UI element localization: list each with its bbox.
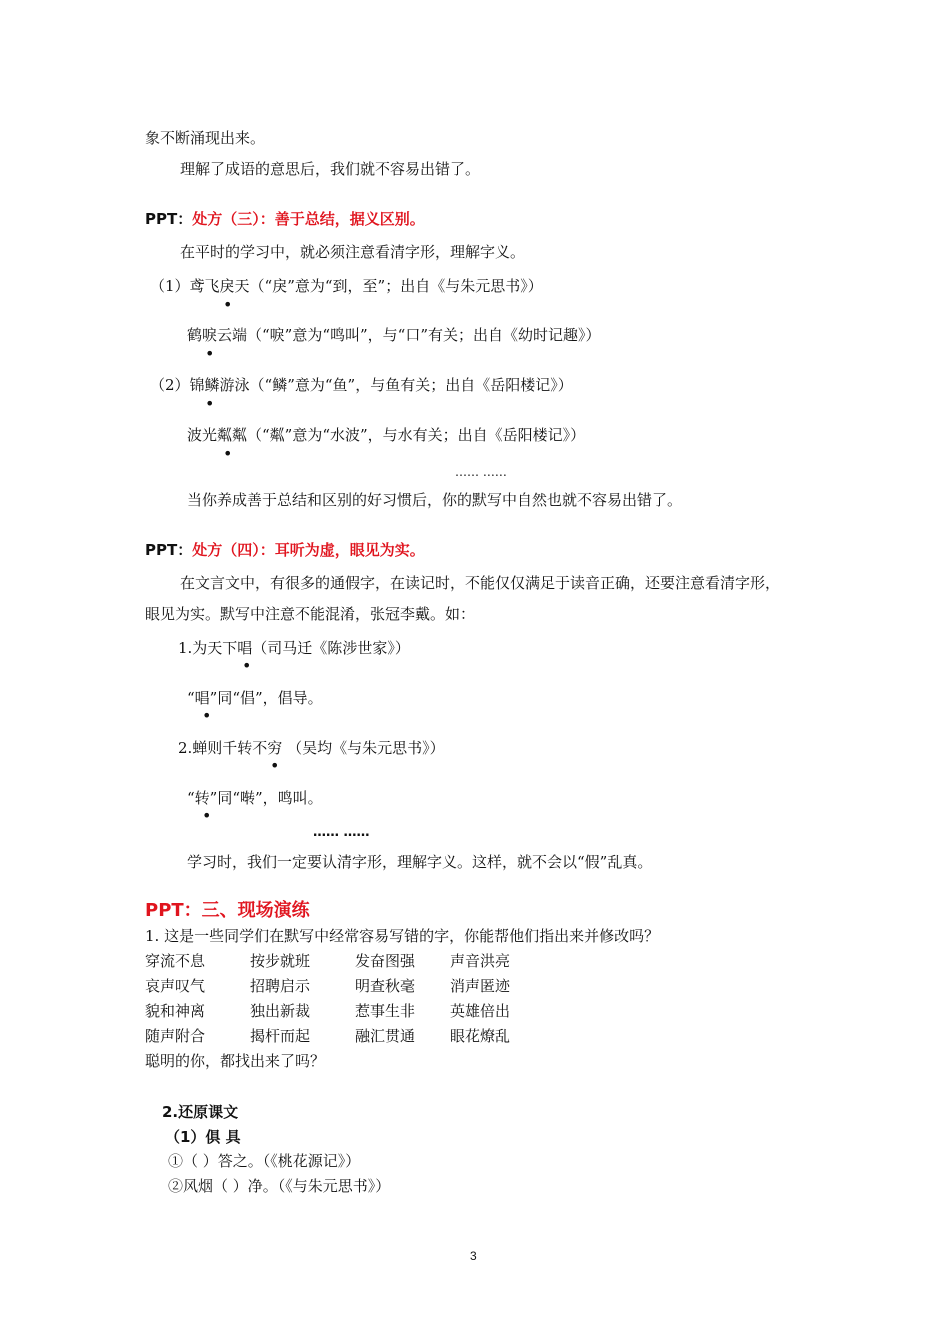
emphasis-dot: • bbox=[223, 444, 233, 463]
line-4: 在平时的学习中，就必须注意看清字形，理解字义。 bbox=[180, 243, 526, 261]
page-number: 3 bbox=[470, 1249, 477, 1263]
idiom-cell: 声音洪亮 bbox=[450, 952, 511, 970]
idiom-cell: 招聘启示 bbox=[250, 977, 311, 995]
idiom-cell: 发奋图强 bbox=[355, 952, 416, 970]
idiom-cell: 独出新裁 bbox=[250, 1002, 311, 1020]
line-1: 象不断涌现出来。 bbox=[145, 129, 266, 147]
line-6: 鹤唳云端（“唳”意为“鸣叫”，与“口”有关；出自《幼时记趣》） bbox=[187, 326, 601, 344]
line-8: 波光粼粼（“粼”意为“水波”，与水有关；出自《岳阳楼记》） bbox=[187, 426, 586, 444]
heading-title: 三、现场演练 bbox=[201, 900, 310, 921]
line-13: “唱”同“倡”，倡导。 bbox=[187, 689, 323, 707]
line-12: 1.为天下唱（司马迁《陈涉世家》） bbox=[178, 639, 410, 657]
line-17: 1. 这是一些同学们在默写中经常容易写错的字，你能帮他们指出来并修改吗？ bbox=[145, 927, 660, 945]
heading-title: 处方（三）：善于总结，据义区别。 bbox=[192, 210, 425, 228]
emphasis-dot: • bbox=[223, 295, 233, 314]
line-2: 理解了成语的意思后，我们就不容易出错了。 bbox=[180, 160, 481, 178]
idiom-cell: 消声匿迹 bbox=[450, 977, 511, 995]
idiom-cell: 融汇贯通 bbox=[355, 1027, 416, 1045]
heading-prescription-4 bbox=[145, 540, 425, 560]
line-5: （1）鸢飞戾天（“戾”意为“到，至”；出自《与朱元思书》） bbox=[150, 277, 543, 295]
line-16: 学习时，我们一定要认清字形，理解字义。这样，就不会以“假”乱真。 bbox=[187, 853, 653, 871]
heading-practice bbox=[145, 900, 310, 922]
heading-prescription-3 bbox=[145, 209, 425, 229]
line-14: 2.蝉则千转不穷 （吴均《与朱元思书》） bbox=[178, 739, 445, 757]
item-ju-ju: （1）俱 具 bbox=[165, 1128, 241, 1146]
line-21: ①（ ）答之。（《桃花源记》） bbox=[168, 1152, 361, 1170]
emphasis-dot: • bbox=[202, 706, 212, 725]
idiom-cell: 眼花燎乱 bbox=[450, 1027, 511, 1045]
ppt-label: PPT： bbox=[145, 541, 193, 559]
ellipsis: …… …… bbox=[313, 825, 370, 840]
emphasis-dot: • bbox=[270, 756, 280, 775]
line-22: ②风烟（ ）净。（《与朱元思书》） bbox=[168, 1177, 391, 1195]
idiom-cell: 惹事生非 bbox=[355, 1002, 416, 1020]
line-11: 眼见为实。默写中注意不能混淆，张冠李戴。如： bbox=[145, 605, 476, 623]
line-15: “转”同“啭”，鸣叫。 bbox=[187, 789, 323, 807]
idiom-cell: 貌和神离 bbox=[145, 1002, 206, 1020]
idiom-cell: 哀声叹气 bbox=[145, 977, 206, 995]
line-9: 当你养成善于总结和区别的好习惯后，你的默写中自然也就不容易出错了。 bbox=[187, 491, 683, 509]
heading-title: 处方（四）：耳听为虚，眼见为实。 bbox=[192, 541, 425, 559]
idiom-cell: 按步就班 bbox=[250, 952, 311, 970]
emphasis-dot: • bbox=[202, 806, 212, 825]
idiom-cell: 随声附合 bbox=[145, 1027, 206, 1045]
emphasis-dot: • bbox=[242, 656, 252, 675]
ppt-label: PPT： bbox=[145, 210, 193, 228]
ppt-label: PPT： bbox=[145, 900, 202, 921]
emphasis-dot: • bbox=[205, 344, 215, 363]
line-10: 在文言文中，有很多的通假字，在读记时，不能仅仅满足于读音正确，还要注意看清字形， bbox=[180, 574, 781, 592]
idiom-cell: 英雄倍出 bbox=[450, 1002, 511, 1020]
ellipsis: …… …… bbox=[455, 465, 507, 479]
emphasis-dot: • bbox=[205, 394, 215, 413]
line-18: 聪明的你，都找出来了吗？ bbox=[145, 1052, 326, 1070]
line-7: （2）锦鳞游泳（“鳞”意为“鱼”，与鱼有关；出自《岳阳楼记》） bbox=[150, 376, 573, 394]
section-restore-text: 2.还原课文 bbox=[162, 1103, 239, 1121]
idiom-cell: 明查秋毫 bbox=[355, 977, 416, 995]
idiom-cell: 揭杆而起 bbox=[250, 1027, 311, 1045]
idiom-cell: 穿流不息 bbox=[145, 952, 206, 970]
